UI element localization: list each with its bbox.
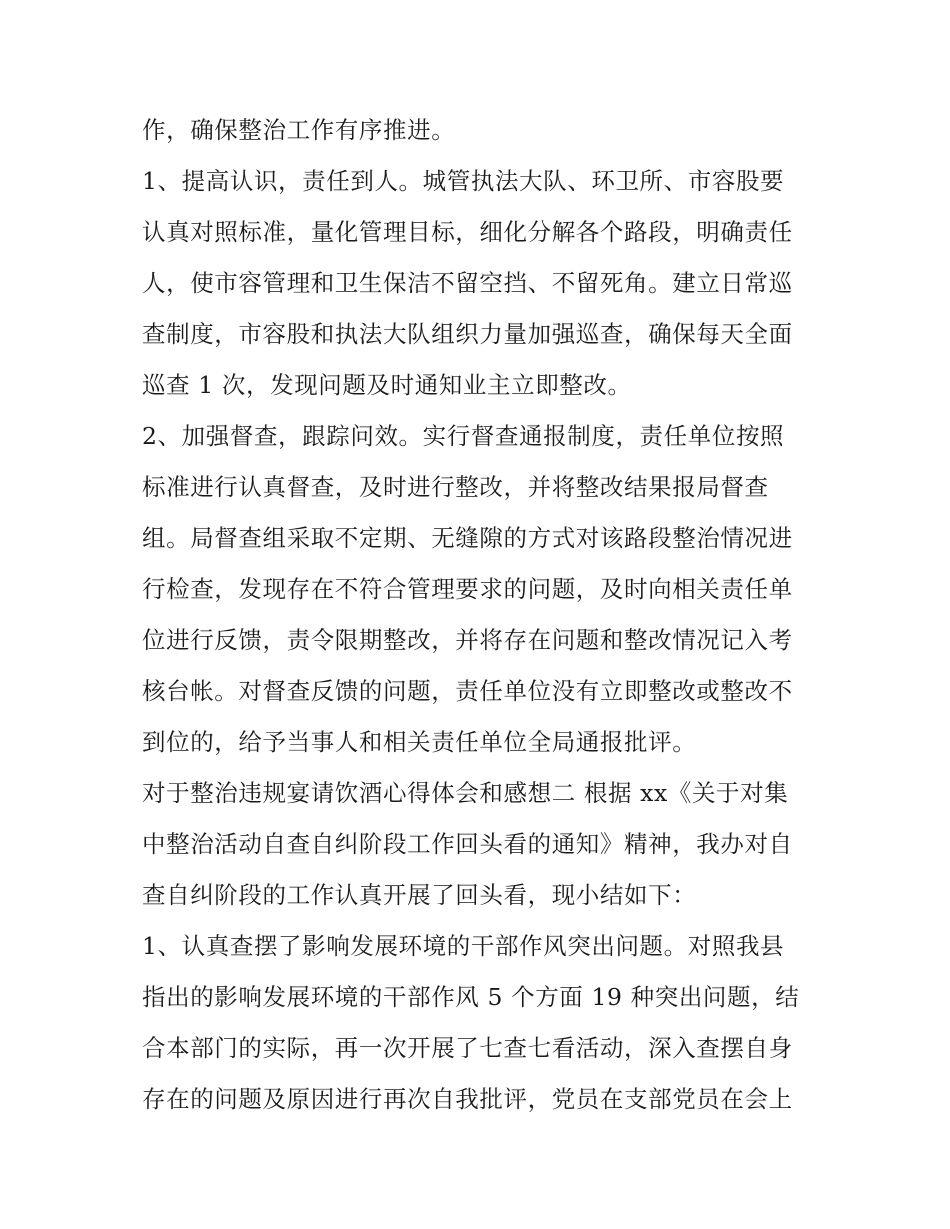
text-line: 标准进行认真督查，及时进行整改，并将整改结果报局督查 xyxy=(142,473,769,501)
text-line: 2、加强督查，跟踪问效。实行督查通报制度，责任单位按照 xyxy=(142,422,785,450)
text-line: 作，确保整治工作有序推进。 xyxy=(142,116,456,144)
document-body xyxy=(142,105,822,1125)
text-line: 到位的，给予当事人和相关责任单位全局通报批评。 xyxy=(142,728,697,756)
text-line: 位进行反馈，责令限期整改，并将存在问题和整改情况记入考 xyxy=(142,626,793,654)
text-line: 组。局督查组采取不定期、无缝隙的方式对该路段整治情况进 xyxy=(142,524,793,552)
text-line: 认真对照标准，量化管理目标，细化分解各个路段，明确责任 xyxy=(142,218,793,246)
text-line: 1、提高认识，责任到人。城管执法大队、环卫所、市容股要 xyxy=(142,167,785,195)
text-line: 对于整治违规宴请饮酒心得体会和感想二 根据 xx《关于对集 xyxy=(142,779,789,807)
text-line: 中整治活动自查自纠阶段工作回头看的通知》精神，我办对自 xyxy=(142,830,793,858)
text-line: 核台帐。对督查反馈的问题，责任单位没有立即整改或整改不 xyxy=(142,677,793,705)
text-line: 巡查 1 次，发现问题及时通知业主立即整改。 xyxy=(142,371,632,399)
text-line: 查制度，市容股和执法大队组织力量加强巡查，确保每天全面 xyxy=(142,320,793,348)
text-line: 查自纠阶段的工作认真开展了回头看，现小结如下： xyxy=(142,881,697,909)
text-line: 1、认真查摆了影响发展环境的干部作风突出问题。对照我县 xyxy=(142,932,785,960)
text-line: 人，使市容管理和卫生保洁不留空挡、不留死角。建立日常巡 xyxy=(142,269,793,297)
text-line: 指出的影响发展环境的干部作风 5 个方面 19 种突出问题，结 xyxy=(142,983,800,1011)
text-line: 存在的问题及原因进行再次自我批评，党员在支部党员在会上 xyxy=(142,1085,793,1113)
text-line: 行检查，发现存在不符合管理要求的问题，及时向相关责任单 xyxy=(142,575,793,603)
text-line: 合本部门的实际，再一次开展了七查七看活动，深入查摆自身 xyxy=(142,1034,793,1062)
